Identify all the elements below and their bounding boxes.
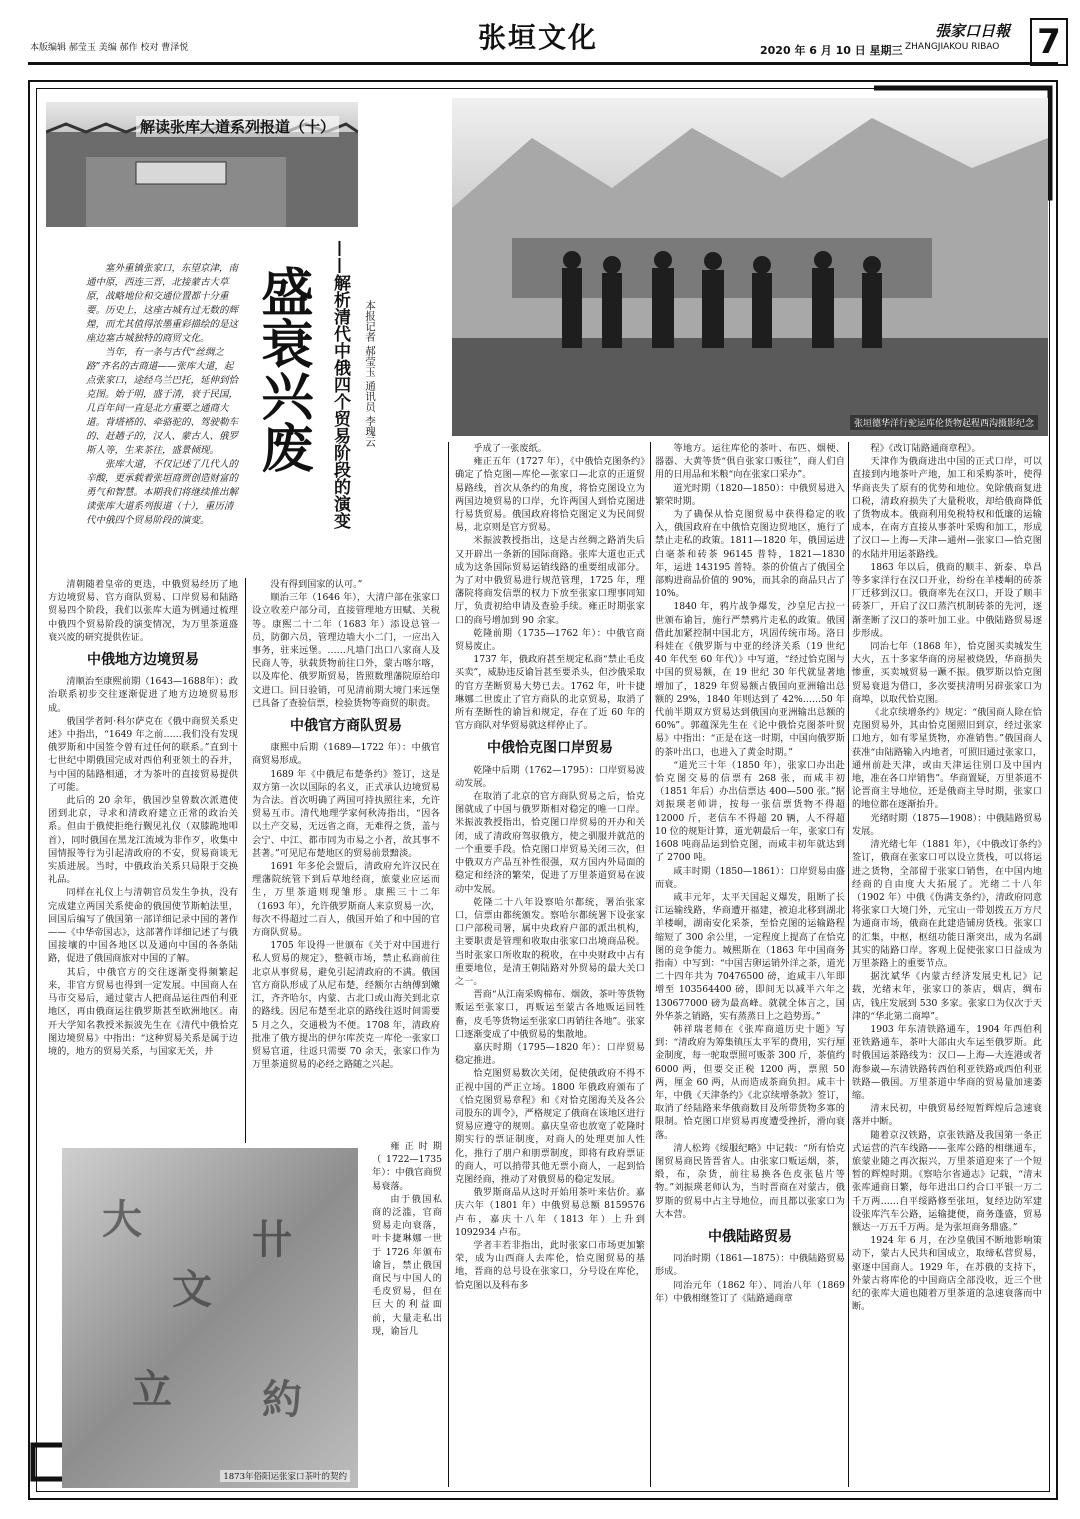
contract-photo bbox=[62, 1148, 358, 1488]
paragraph: 同治元年（1862 年）、同治八年（1869 年）中俄相继签订了《陆路通商章 bbox=[655, 1279, 845, 1304]
intro-box bbox=[86, 262, 241, 528]
paragraph: 乎成了一张废纸。 bbox=[473, 443, 547, 454]
paragraph: 康熙中后期（1689—1722 年）：中俄官商贸易形成。 bbox=[252, 742, 440, 767]
series-kicker: 解读张库大道系列报道（十） bbox=[136, 116, 339, 137]
newspaper-name: 張家口日報 bbox=[935, 22, 1011, 40]
paragraph: 乾隆中后期（1762—1795）：口岸贸易波动发展。 bbox=[455, 764, 645, 789]
photo-caption: 张垣德华洋行驼运库伦货物起程西沟摄影纪念 bbox=[850, 415, 1038, 430]
section-heading: 中俄地方边境贸易 bbox=[87, 652, 199, 669]
contract-mark-icon: 卄 bbox=[252, 1216, 292, 1263]
paragraph: 米振波教授指出，这是古丝绸之路消失后又开辟出一条新的国际商路。张库大道也正式成为这条国际贸易运销线路的重要组成部分。为了对中俄贸易进行规范管理，1725 年，理藩院将商发信票的权力下放至张家口理事同知厅，负责初给申请及查验手续。雍正时期张家口的商号增加到 90 余家。 bbox=[455, 535, 645, 626]
section-heading: 中俄官方商队贸易 bbox=[290, 718, 402, 735]
article-column-4 bbox=[655, 442, 845, 1484]
paragraph: 此后的 20 余年，俄国沙皇曾数次派遣使团到北京，寻求和清政府建立正常的政治关系。但由于俄使拒绝行觐见礼仪（双膝跪地叩首），同时俄国在黑龙江流域为非作歹，收集中国情报等行为引起清政府的不安，贸易商谈无实质进展。当时，中俄政治关系只局限于交换礼品。 bbox=[48, 795, 238, 886]
paragraph: 天津作为俄商进出中国的正式口岸，可以直接到内地茶叶产地，加工和采购茶叶，使得华商丧失了原有的优势和地位。免除俄商复进口税，清政府损失了大量税收，却给俄商降低了货物成本。俄商利用免税特权和低廉的运输成本，在南方直接从事茶叶采购和加工，形成了汉口—上海—天津—通州—张家口—恰克图的水陆并用运茶路线。 bbox=[852, 456, 1042, 560]
paragraph: 1903 年东清铁路通车，1904 年西伯利亚铁路通车，茶叶大部由火车运至俄罗斯。此时俄国运茶路线为：汉口—上海—大连港或者海参崴—东清铁路转西伯利亚铁路或西伯利亚铁路—俄国。万里茶道中华商的贸易量加速萎缩。 bbox=[852, 1023, 1042, 1101]
paragraph: 清末民初，中俄贸易经短暂辉煌后急速衰落并中断。 bbox=[852, 1103, 1042, 1128]
paragraph: 咸丰时期（1850—1861）：口岸贸易由盛而衰。 bbox=[655, 865, 845, 890]
column-rule bbox=[245, 578, 246, 1143]
contract-mark-icon: 約 bbox=[262, 1376, 302, 1423]
contract-mark-icon: 立 bbox=[132, 1366, 172, 1413]
column-rule bbox=[448, 442, 449, 1487]
paragraph: 乾隆二十八年设察哈尔都统，署治张家口，信票由都统颁发。察哈尔都统署下设张家口户部税司署，属中央政府户部的派出机构，主要职责是管理和收取由张家口出境商品税。当时张家口所收取的税收，在中央财政中占有重要地位，是清王朝陆路对外贸易的最大关口之一。 bbox=[455, 896, 645, 987]
byline: 本报记者 郝莹玉 通讯员 李瑰云 bbox=[364, 300, 376, 447]
article-column-5 bbox=[852, 442, 1042, 1484]
paragraph: 清光绪七年（1881 年），《中俄改订条约》签订，俄商在张家口可以设立货栈，可以将运进之货物，全部留于张家口销售，在中国内地经商的自由度大大拓展了。光绪二十八年（1902 年）中俄《伪满支条约》，清政府同意将张家口大境门外，元宝山一带划拨五万方尺为通商市场，俄商在此建造铺房货栈。张家口的汇集，中枢，枢纽功能日渐突出，成为名副其实的陆路口岸。客观上促使张家口日益成为万里茶路上的重要节点。 bbox=[852, 839, 1042, 969]
paragraph: 清人松筠《绥服纪略》中记载：“所有恰克图贸易商民皆晋省人。由张家口贩运烟，茶，缎，布，杂货，前往易换各色皮张毡片等物。”刘振瑛老师认为，当时晋商在对蒙古，俄罗斯的贸易中占主导地位，而且都以张家口为大本营。 bbox=[655, 1142, 845, 1220]
paragraph: 同治七年（1868 年），恰克图买卖城发生大火，五十多家华商的房屋被烧毁，华商损失惨重，买卖城贸易一蹶不振。俄罗斯以恰克图贸易衰退为借口，多次要挟清明另辟张家口为商埠，以取代恰克图。 bbox=[852, 641, 1042, 705]
contract-mark-icon: 文 bbox=[172, 1266, 212, 1313]
paragraph: 乾隆前期（1735—1762 年）：中俄官商贸易废止。 bbox=[455, 627, 645, 653]
subheadline: ——解析清代中俄四个贸易阶段的演变 bbox=[330, 240, 350, 529]
paragraph: 没有得到国家的认可。” bbox=[270, 579, 363, 590]
paragraph: 嘉庆时期（1795—1820 年）：口岸贸易稳定推进。 bbox=[455, 1041, 645, 1067]
paragraph: 在取消了北京的官方商队贸易之后，恰克图就成了中国与俄罗斯相对稳定的唯一口岸。米振波教授指出，恰克图口岸贸易的开办和关闭，成了清政府驾驭俄方，使之驯服并就范的一个重要手段。恰克图口岸贸易关闭三次，但中俄双方产品互补性很强，双方国内外局面的稳定和经济的繁荣，促进了万里茶道贸易在波动中发展。 bbox=[455, 791, 645, 895]
page-number: 7 bbox=[1030, 18, 1068, 66]
paragraph: 光绪时期（1875—1908）：中俄陆路贸易发展。 bbox=[852, 812, 1042, 837]
paragraph: “道光三十年（1850 年），张家口办出赴恰克图交易的信票有 268 张，而咸丰初（1851 年后）办出信票达 400—500 张。”据刘振瑛老师讲，按每一张信票货物不得超 12000 斤，老信车不得超 20 辆，人不得超 10 位的规矩计算，道光朝最后一年，张家口有 1608 吨商品运到恰克图，而咸丰初年就达到了 2700 吨。 bbox=[655, 759, 845, 864]
paragraph: 清顺治至康熙前期（1643—1688年）：政治联系初步交往逐渐促进了地方边境贸易形成。 bbox=[48, 676, 238, 714]
paragraph: 晋商“从江南采购棉布、烟敛，茶叶等货物贩运至张家口，再贩运至蒙古各地贩运回牲畜，皮毛等货物运至张家口再销往各地”。张家口逐渐变成了中俄贸易的集散地。 bbox=[455, 989, 645, 1040]
paragraph: 其后，中俄官方的交往逐渐变得频繁起来，非官方贸易也得到一定发展。中国商人在马市交易后，通过蒙古人把商品运往西伯利亚地区，再由俄商运往俄罗斯甚至欧洲地区。南开大学知名教授米振波先生在《清代中俄恰克图边境贸易》中指出：“这种贸易关系是属于边境的，地方的贸易关系，与国家无关，并 bbox=[48, 966, 238, 1057]
paragraph: 同样在礼仪上与清朝官员发生争执，没有完成建立两国关系使命的俄国使节斯帕法里，回国后编写了俄国第一部详细记录中国的著作——《中华帝国志》，这部著作详细记述了与俄国接壤的中国各地区以及通向中国的各条陆路，促进了俄国商旅对中国的了解。 bbox=[48, 887, 238, 965]
paragraph: 1691 年多伦会盟后，清政府允许汉民在理藩院统管下到后草地经商，旅蒙业应运而生，万里茶道则现雏形。康熙三十二年（1693 年），允许俄罗斯商人来京贸易一次，每次不得超过二百人，俄国开始了和中国的官方商队贸易。 bbox=[252, 861, 440, 939]
paragraph: 1689 年《中俄尼布楚条约》签订，这是双方第一次以国际的名义，正式承认边境贸易为合法。首次明确了两国可持执照往来，允许贸易互市。清代地理学家何秋涛指出，“因各以土产交易，无远省之商，无难得之货，盖与会宁、中江、都市同为市易之小者，故其事不甚著。”可见尼布楚地区的贸易前景黯淡。 bbox=[252, 768, 440, 859]
intro-paragraph: 当年，有一条与古代“丝绸之路”齐名的古商道——张库大道，起点张家口，途经乌兰巴托，延伸到恰克图。始于明，盛于清，衰于民国，几百年间一直是北方重要之通商大道。背塔褡的、牵骆驼的、驾驶勒车的、赶趟子的，汉人、蒙古人、俄罗斯人等，生来茶往，盛景倾现。 bbox=[86, 347, 239, 456]
paragraph: 1924 年 6 月，在沙皇俄国不断地影响策动下，蒙古人民共和国成立，取缔私营贸易，驱逐中国商人。1929 年，在苏俄的支持下，外蒙古将库伦的中国商店全部没收，近三个世纪的张库大道也随着万里茶道的急速衰落而中断。 bbox=[852, 1235, 1042, 1313]
newspaper-name-en: ZHANGJIAKOU RIBAO bbox=[905, 42, 1000, 52]
headline: 盛衰兴废 bbox=[252, 265, 313, 473]
section-heading: 中俄陆路贸易 bbox=[708, 1228, 792, 1245]
intro-paragraph: 塞外重镇张家口，东望京津，南通中原，西连三晋，北接蒙古大草原，战略地位和交通位置都十分重要。历史上，这座古城有过无数的辉煌，而尤其值得浓墨重彩描绘的是这座边塞古城独特的商贸文化。 bbox=[86, 263, 239, 344]
paragraph: 为了确保从恰克图贸易中获得稳定的收入，俄国政府在中俄恰克图边贸地区，施行了禁止走私的政策。1811—1820 年，俄国运进白毫茶和砖茶 96145 普特，1821—1830 年，运进 143195 普特。茶的价值占了俄国全部购进商品价值的 90%，而其余的商品只占了 10%。 bbox=[655, 509, 845, 600]
paragraph: 咸丰元年，太平天国起义爆发，阻断了长江运输线路，华商遭开福建，被迫北移到湖北羊楼峒，湖南安化采茶，至恰克图的运输路程缩短了 300 余公里，一定程度上提高了在恰克图的竞争能力。城熙斯在（1863 年中国商务指南）中写到：“中国吉卵运销外洋之茶，道光二十四年共为 70476500 磅，迨咸丰八年即增至 103564400 磅，即间无以减半六年之 130677000 磅为最高峰。就就全体言之，国外华茶之销路，实有蒸蒸日上之趋势焉。” bbox=[655, 891, 845, 1022]
paragraph: 雍正五年（1727 年），《中俄恰克图条约》确定了恰克图—库伦—张家口—北京的正道贸易路线，首次从条约的角度，将恰克图设立为两国边境贸易的口岸，允许两国人到恰克图进行易货贸易。俄国政府将恰克图定义为民间贸易，北京则是官方贸易。 bbox=[455, 456, 645, 534]
paragraph: 1840 年，鸦片战争爆发，沙皇尼古拉一世颁布谕旨，施行严禁鸦片走私的政策。俄国借此加紧控制中国北方，巩固传统市场。洛日科娃在《俄罗斯与中亚的经济关系（19 世纪 40 年代至 60 年代）》中写道，“经过恰克图与中国的贸易额，在 19 世纪 30 年代就显著地增加了，1829 年贸易额占俄国向亚洲输出总额的 29%，1840 年则达到了 42%……50 年代前半期双方贸易达到俄国向亚洲输出总额的 60%”。郭蕴深先生在《论中俄恰克图茶叶贸易》中指出：“正是在这一时期，中国向俄罗斯的茶叶出口，也进入了黄金时期。” bbox=[655, 601, 845, 758]
paragraph: 据沈斌华《内蒙古经济发展史札记》记载，光绪末年，张家口的茶店，烟店，绸布店，钱庄发展到 530 多家。张家口为仅次于天津的“华北第二商埠”。 bbox=[852, 971, 1042, 1022]
paragraph: 韩祥瑞老师在《张库商道历史十题》写到：“清政府为筹集镇压太平军的费用，实行厘金制度，每一驼取票照可贩茶 300 斤，茶值约 6000 两，但要交正税 1200 两，票照 50 两，厘金 60 两，从而造成茶商负担。咸丰十年，中俄《天津条约》《北京续增条款》签订，取消了经陆路来华俄商数目及所带货物多寡的限制。恰克图口岸贸易再度遭受挫折，滑向衰落。 bbox=[655, 1023, 845, 1141]
article-column-2-tail bbox=[372, 1140, 442, 1485]
paragraph: 等地方。运往库伦的茶叶、布匹、烟梗、器器、大黄等货“俱自张家口贩往”，商人们自用的日用品和米粮“向在张家口采办”。 bbox=[655, 443, 845, 481]
article-column-2 bbox=[252, 578, 440, 1138]
paragraph: 俄国学者阿·科尔萨克在《俄中商贸关系史述》中指出，“1649 年之前……我们没有发现俄罗斯和中国签令曾有过任何的联系。”直到十七世纪中期俄国完成对西伯利亚领土的吞并，与中国的陆路相通，才为茶叶的直接贸易提供了可能。 bbox=[48, 715, 238, 793]
paragraph: 雍正时期（1722—1735 年）：中俄官商贸易衰落。 bbox=[372, 1141, 442, 1192]
column-rule bbox=[848, 442, 849, 1487]
paragraph: 恰克图贸易数次关闭，促使俄政府不得不正视中国的严正立场。1800 年俄政府颁布了《恰克图贸易章程》和《对恰克图海关及各公司股东的训令》，严格规定了俄商在该地区进行贸易应遵守的规则。嘉庆皇帝也放宽了乾隆时期实行的票证制度，对商人的处理更加人性化，推行了朋户和朋票制度，即将有政府票证的商人，可以捎带其他无票小商人，一起到恰克图经商，推动了对俄贸易的稳定发展。 bbox=[455, 1068, 645, 1185]
contract-mark-icon: 大 bbox=[102, 1196, 142, 1243]
intro-paragraph: 张库大道，不仅记述了几代人的辛酸，更承载着张垣商贾创造财富的勇气和智慧。本期我们将继续推出解读张库大道系列报道（十），重历清代中俄四个贸易阶段的演变。 bbox=[86, 459, 239, 526]
paragraph: 《北京续增条约》规定：“俄国商人除在恰克图贸易外，其由恰克图照旧到京，经过张家口地方，如有零星货物，亦准销售。”俄国商人获准“由陆路输入内地者，可照旧通过张家口，通州前赴天津，或由天津运往别口及中国内地，准在各口岸销售”。华商置疑，万里茶道不论晋商主导地位，还是俄商主导时期，张家口的地位都在逐渐抬升。 bbox=[852, 707, 1042, 811]
paragraph: 1863 年以后，俄商的顺丰、新泰、阜昌等多家洋行在汉口开业，纷纷在羊楼峒的砖茶厂迁移到汉口。俄商率先在汉口，开设了顺丰砖茶厂，开启了汉口蒸汽机制砖茶的先河，逐渐垄断了汉口的茶叶加工业。中俄陆路贸易逐步形成。 bbox=[852, 561, 1042, 639]
main-photo bbox=[452, 98, 1048, 436]
caravan-photo-illustration bbox=[452, 98, 1048, 436]
section-heading: 中俄恰克图口岸贸易 bbox=[487, 740, 613, 757]
header-rule bbox=[28, 62, 1058, 65]
paragraph: 道光时期（1820—1850）：中俄贸易进入繁荣时期。 bbox=[655, 482, 845, 507]
paragraph: 顺治三年（1646 年），大清户部在张家口设立收差户部分司，直接管理地方田赋、关税等。康熙二十二年（1683 年）添设总管一员，防御六员，管理边墙大小二门，一应出入事务，驻来远堡。……凡墙门出口八家商人及民商人等，驮载货物前往口外，蒙古喀尔喀，以及库伦、俄罗斯贸易，皆照数理藩院原给印文进口。回日验销，可见清前期大境门来远堡已具备了查验信票，检验货物等商贸的职责。 bbox=[252, 592, 440, 709]
editors-line: 本版编辑 郝莹玉 美编 郝作 校对 曹泽悦 bbox=[30, 43, 189, 53]
article-column-3 bbox=[455, 442, 645, 1484]
paragraph: 同治时期（1861—1875）：中俄陆路贸易形成。 bbox=[655, 1253, 845, 1278]
paragraph: 俄罗斯商品从这时开始用茶叶来估价。嘉庆六年（1801 年）中俄贸易总额 8159576 卢布，嘉庆十八年（1813 年）上升到 1092934 卢布。 bbox=[455, 1187, 645, 1238]
column-rule bbox=[650, 442, 651, 1487]
article-column-1 bbox=[48, 578, 238, 1138]
paragraph: 随着京汉铁路，京张铁路及我国第一条正式运营的汽车线路——张库公路的相继通车，旅蒙业随之再次振兴，万里茶道迎来了一个短暂的辉煌时期。《察哈尔省通志》记载，“清末张库通商日繁，每年进出口约合口平银一万二千万两……自平绥路修至张垣，复经边防军建设张库汽车公路，运输捷便，商务蓬盛，贸易额达一万五千万两。是为张垣商务鼎盛。” bbox=[852, 1129, 1042, 1233]
paragraph: 学者丰若非指出，此时张家口市场更加繁荣，成为山西商人去库伦，恰克图贸易的基地，晋商的总号设在张家口，分号设在库伦，恰克图以及科布多 bbox=[455, 1239, 645, 1291]
paragraph: 1737 年，俄政府甚至规定私商“禁止毛皮买卖”，威胁违反谕旨甚至要杀头，但沙俄采取的官方垄断贸易大势已去。1762 年，叶卡捷琳娜二世废止了官方商队的北京贸易，取消了所有垄断性的谕旨和规定，存在了近 60 年的官方商队对华贸易就这样停止了。 bbox=[455, 654, 645, 732]
issue-date: 2020 年 6 月 10 日 星期三 bbox=[760, 44, 903, 57]
paragraph: 由于俄国私商的泛滥，官商贸易走向衰落，叶卡捷琳娜一世于 1726 年颁布谕旨，禁止俄国商民与中国人的毛皮贸易，但在巨大的利益面前，大量走私出现，谕旨几 bbox=[372, 1193, 442, 1337]
paragraph: 1705 年设得一世颁布《关于对中国进行私人贸易的规定》，整顿市场，禁止私商前往北京从事贸易，避免引起清政府的不满。俄国官方商队形成了从尼布楚，经额尔古纳傅到嫩江，齐齐哈尔，内蒙、古北口或山海关到北京的路线。因尼布楚至北京的路线往返时间需要 5 月之久，交通极为不便。1708 年，清政府批准了俄方提出的伊尔库茨克一库伦一张家口贸易官道，往返只需要 70 余天，张家口作为万里茶道贸易的必经之路随之兴起。 bbox=[252, 940, 440, 1071]
section-title: 张垣文化 bbox=[478, 21, 599, 54]
contract-caption: 1873年俗阳运张家口茶叶的契约 bbox=[220, 1470, 350, 1482]
paragraph: 清朝随着皇帝的更迭，中俄贸易经历了地方边境贸易、官方商队贸易、口岸贸易和陆路贸易四个阶段，我们以张库大道为例通过梳理中俄四个贸易阶段的演变情况，为万里茶道盛衰兴废的研究提供佐证。 bbox=[48, 579, 238, 643]
paragraph: 程》《改订陆路通商章程》。 bbox=[870, 443, 981, 454]
